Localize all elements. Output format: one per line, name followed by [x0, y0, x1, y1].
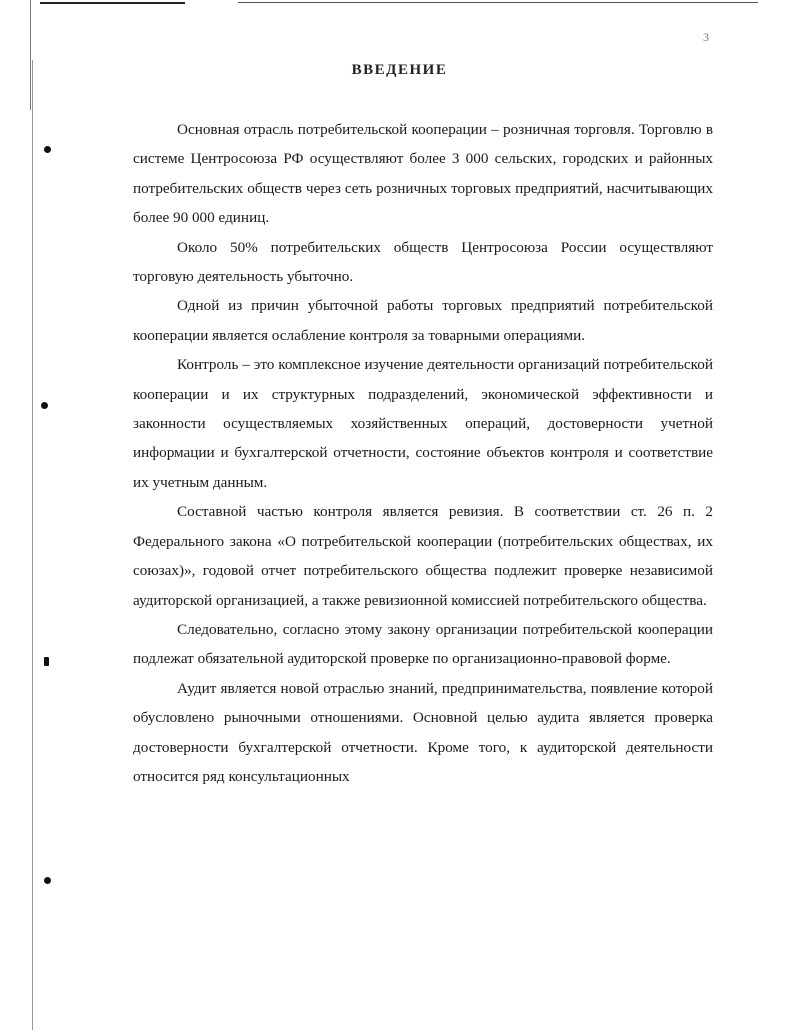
scan-border-top-left — [40, 2, 185, 4]
paragraph-3: Одной из причин убыточной работы торговых предприятий потребительской кооперации является ослабление контроля за товарными операциями. — [133, 297, 713, 344]
paragraph-6: Следовательно, согласно этому закону организации потребительской кооперации подлежат обязательной аудиторской проверке по организационно-правовой форме. — [133, 620, 713, 668]
document-body — [133, 115, 713, 791]
paragraph-4: Контроль – это комплексное изучение деятельности организаций потребительской кооперации и их структурных подразделений, экономической эффективности и законности осуществляемых хозяйственных операций, достоверности учетной информации и бухгалтерской отчетности, состояние объектов контроля и соответствие их учетным данным. — [133, 356, 713, 491]
paragraph-7: Аудит является новой отраслью знаний, предпринимательства, появление которой обусловлено рыночными отношениями. Основной целью аудита является проверка достоверности бухгалтерской отчетности. Кроме того, к аудиторской деятельности относится ряд консультационных — [133, 679, 713, 785]
binding-hole-mark — [41, 402, 48, 409]
scan-border-left-top — [30, 0, 31, 110]
paragraph-1: Основная отрасль потребительской кооперации – розничная торговля. Торговлю в системе Центросоюза РФ осуществляют более 3 000 сельских, городских и районных потребительских обществ через сеть розничных торговых предприятий, насчитывающих более 90 000 единиц. — [133, 121, 713, 227]
binding-hole-mark — [44, 146, 51, 153]
paragraph-2: Около 50% потребительских обществ Центросоюза России осуществляют торговую деятельность убыточно. — [133, 238, 713, 286]
binding-hole-mark — [44, 657, 49, 666]
paragraph-5: Составной частью контроля является ревизия. В соответствии ст. 26 п. 2 Федерального закона «О потребительской кооперации (потребительских обществах, их союзах)», годовой отчет потребительского общества подлежит проверке независимой аудиторской организацией, а также ревизионной комиссией потребительского общества. — [133, 503, 713, 609]
binding-hole-mark — [44, 877, 51, 884]
scan-border-top-right — [238, 2, 758, 3]
page-number: 3 — [703, 30, 709, 44]
scan-border-left — [32, 60, 33, 1030]
page-title: ВВЕДЕНИЕ — [351, 62, 448, 78]
